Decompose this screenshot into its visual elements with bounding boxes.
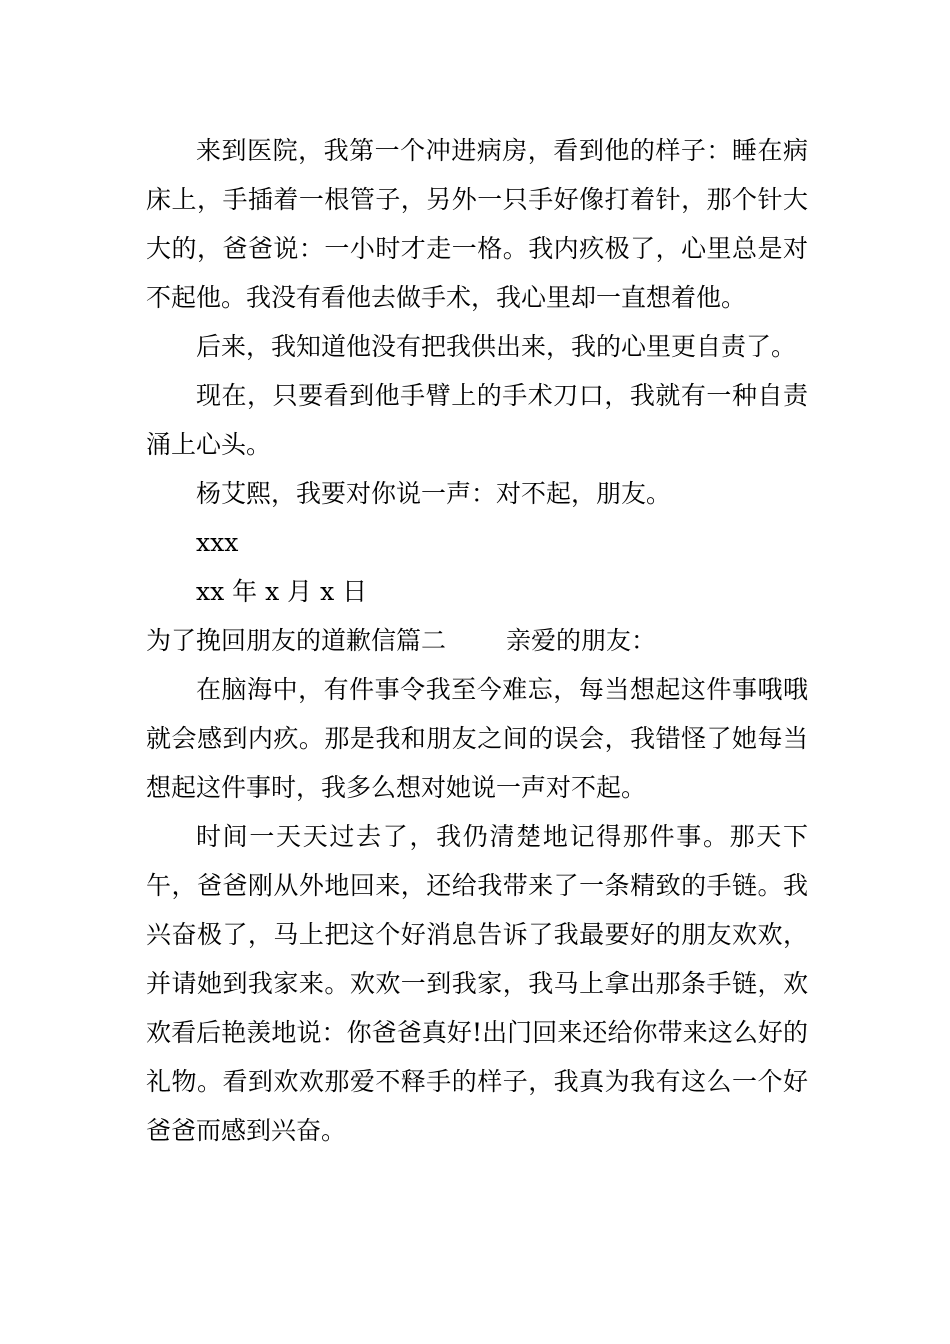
document-page <box>146 126 808 1155</box>
section-heading-line <box>146 616 808 665</box>
paragraph-memory: 在脑海中，有件事令我至今难忘，每当想起这件事哦哦就会感到内疚。那是我和朋友之间的误会，我错怪了她每当想起这件事时，我多么想对她说一声对不起。 <box>146 675 808 802</box>
salutation: 亲爱的朋友： <box>506 626 657 655</box>
paragraph-not-betrayed: 后来，我知道他没有把我供出来，我的心里更自责了。 <box>196 332 797 361</box>
paragraph-apology: 杨艾熙，我要对你说一声：对不起，朋友。 <box>196 479 672 508</box>
paragraph-bracelet-story: 时间一天天过去了，我仍清楚地记得那件事。那天下午，爸爸刚从外地回来，还给我带来了一条精致的手链。我兴奋极了，马上把这个好消息告诉了我最要好的朋友欢欢，并请她到我家来。欢欢一到我家，我马上拿出那条手链，欢欢看后艳羡地说：你爸爸真好!出门回来还给你带来这么好的礼物。看到欢欢那爱不释手的样子，我真为我有这么一个好爸爸而感到兴奋。 <box>146 822 808 1145</box>
paragraph-scar-guilt: 现在，只要看到他手臂上的手术刀口，我就有一种自责涌上心头。 <box>146 381 808 459</box>
signature: xxx <box>196 528 239 557</box>
paragraph-hospital-visit: 来到医院，我第一个冲进病房，看到他的样子：睡在病床上，手插着一根管子，另外一只手好像打着针，那个针大大的，爸爸说：一小时才走一格。我内疚极了，心里总是对不起他。我没有看他去做手术，我心里却一直想着他。 <box>146 136 808 312</box>
section-title: 为了挽回朋友的道歉信篇二 <box>146 626 447 655</box>
date-line: xx 年 x 月 x 日 <box>196 577 368 606</box>
